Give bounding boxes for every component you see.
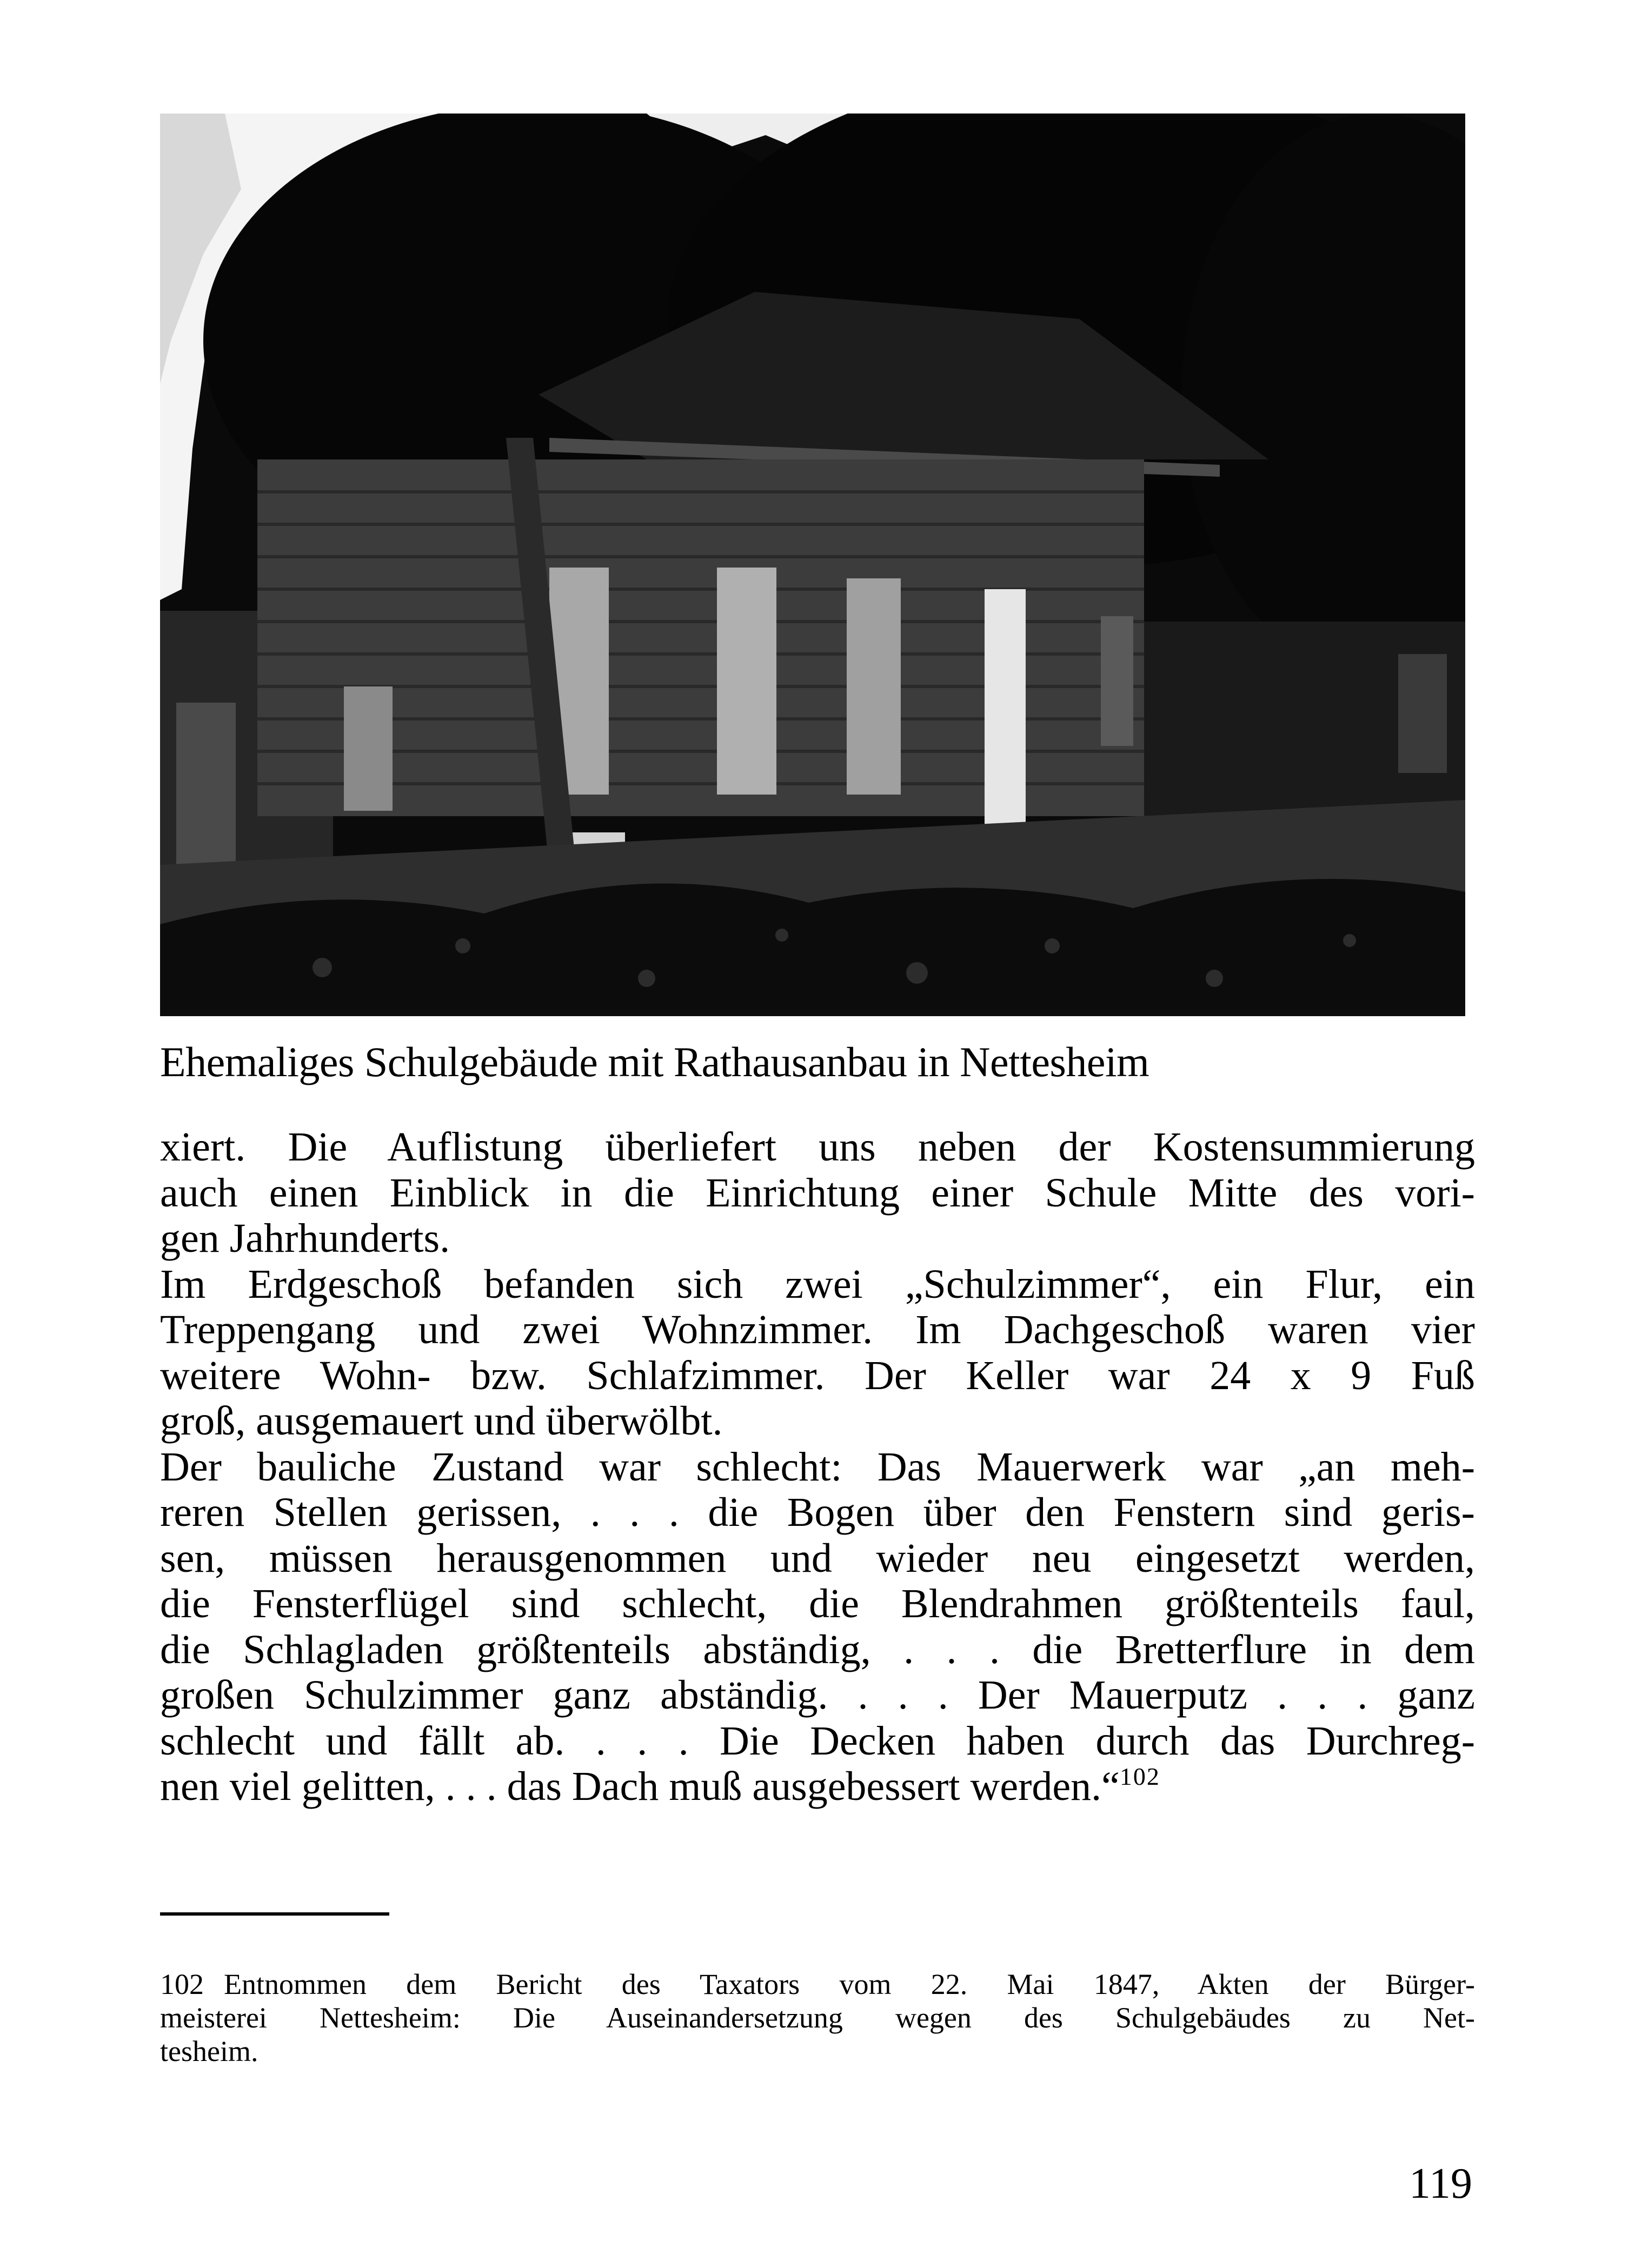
body-line: Im Erdgeschoß befanden sich zwei „Schulzimmer“, ein Flur, ein [160,1261,1475,1307]
body-line: die Schlagladen größtenteils abständig, . . . die Bretterflure in dem [160,1626,1475,1672]
footnote-text: Entnommen dem Bericht des Taxators vom 22. Mai 1847, Akten der Bürger- [224,1968,1475,2000]
body-line: reren Stellen gerissen, . . . die Bogen über den Fenstern sind geris- [160,1490,1475,1535]
body-line: xiert. Die Auflistung überliefert uns neben der Kostensummierung [160,1124,1475,1170]
body-line-final [160,1764,1475,1810]
footnote-line: tesheim. [160,2035,258,2067]
body-line: weitere Wohn- bzw. Schlafzimmer. Der Keller war 24 x 9 Fuß [160,1352,1475,1398]
photo-image [160,114,1465,1016]
footnotes [160,1967,1475,2068]
body-line: groß, ausgemauert und überwölbt. [160,1398,723,1444]
body-line: Der bauliche Zustand war schlecht: Das Mauerwerk war „an meh- [160,1444,1475,1490]
body-line: schlecht und fällt ab. . . . Die Decken haben durch das Durchreg- [160,1718,1475,1764]
footnote-number: 102 [160,1968,204,2000]
footnote-line: meisterei Nettesheim: Die Auseinandersetzung wegen des Schulgebäudes zu Net- [160,2002,1475,2034]
body-line-text: nen viel gelitten, . . . das Dach muß ausgebessert werden.“ [160,1764,1120,1809]
body-line: auch einen Einblick in die Einrichtung einer Schule Mitte des vori- [160,1170,1475,1216]
footnote-reference[interactable]: 102 [1119,1763,1160,1790]
figure-caption: Ehemaliges Schulgebäude mit Rathausanbau in Nettesheim [160,1038,1149,1085]
footnote-line [160,1967,1475,2001]
body-line: Treppengang und zwei Wohnzimmer. Im Dachgeschoß waren vier [160,1307,1475,1352]
footnote-divider [160,1912,389,1916]
body-line: sen, müssen herausgenommen und wieder neu eingesetzt werden, [160,1535,1475,1581]
page-number: 119 [1409,2160,1473,2207]
body-line: die Fensterflügel sind schlecht, die Blendrahmen größtenteils faul, [160,1581,1475,1626]
body-line: großen Schulzimmer ganz abständig. . . . Der Mauerputz . . . ganz [160,1672,1475,1718]
body-paragraphs [160,1124,1475,1810]
building-photo [160,114,1465,1016]
body-line: gen Jahrhunderts. [160,1216,450,1261]
